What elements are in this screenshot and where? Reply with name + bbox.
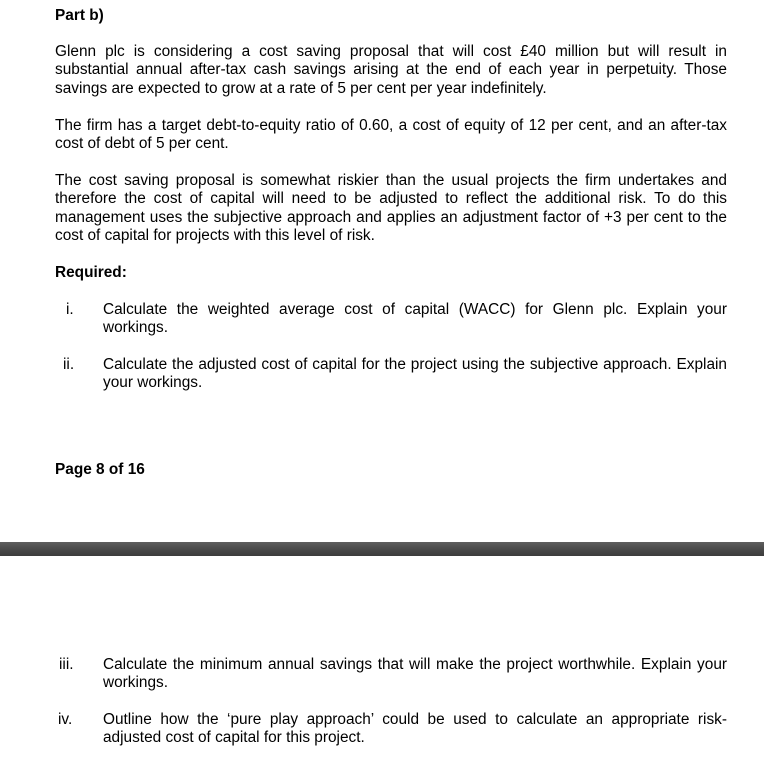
page-break-divider <box>0 542 764 556</box>
part-heading: Part b) <box>55 7 104 24</box>
question-number: iii. <box>59 656 74 673</box>
capital-structure-paragraph: The firm has a target debt-to-equity ratio of 0.60, a cost of equity of 12 per cent, and an after-tax cost of debt of 5 per cent. <box>55 117 727 153</box>
question-text: Calculate the minimum annual savings that will make the project worthwhile. Explain your workings. <box>103 656 727 692</box>
required-heading: Required: <box>55 264 127 281</box>
question-text: Calculate the adjusted cost of capital for the project using the subjective approach. Explain your workings. <box>103 356 727 392</box>
question-number: i. <box>66 301 74 318</box>
intro-paragraph: Glenn plc is considering a cost saving proposal that will cost £40 million but will result in substantial annual after-tax cash savings arising at the end of each year in perpetuity. Those savings are expected to grow at a rate of 5 per cent per year indefinitely. <box>55 43 727 97</box>
page-footer: Page 8 of 16 <box>55 461 145 478</box>
question-number: ii. <box>63 356 75 373</box>
question-text: Outline how the ‘pure play approach’ could be used to calculate an appropriate risk-adjusted cost of capital for this project. <box>103 711 727 747</box>
question-number: iv. <box>58 711 73 728</box>
risk-adjustment-paragraph: The cost saving proposal is somewhat riskier than the usual projects the firm undertakes and therefore the cost of capital will need to be adjusted to reflect the additional risk. To do this management uses the subjective approach and applies an adjustment factor of +3 per cent to the cost of capital for projects with this level of risk. <box>55 172 727 245</box>
question-text: Calculate the weighted average cost of capital (WACC) for Glenn plc. Explain your workings. <box>103 301 727 337</box>
document-page-lower <box>0 556 764 772</box>
